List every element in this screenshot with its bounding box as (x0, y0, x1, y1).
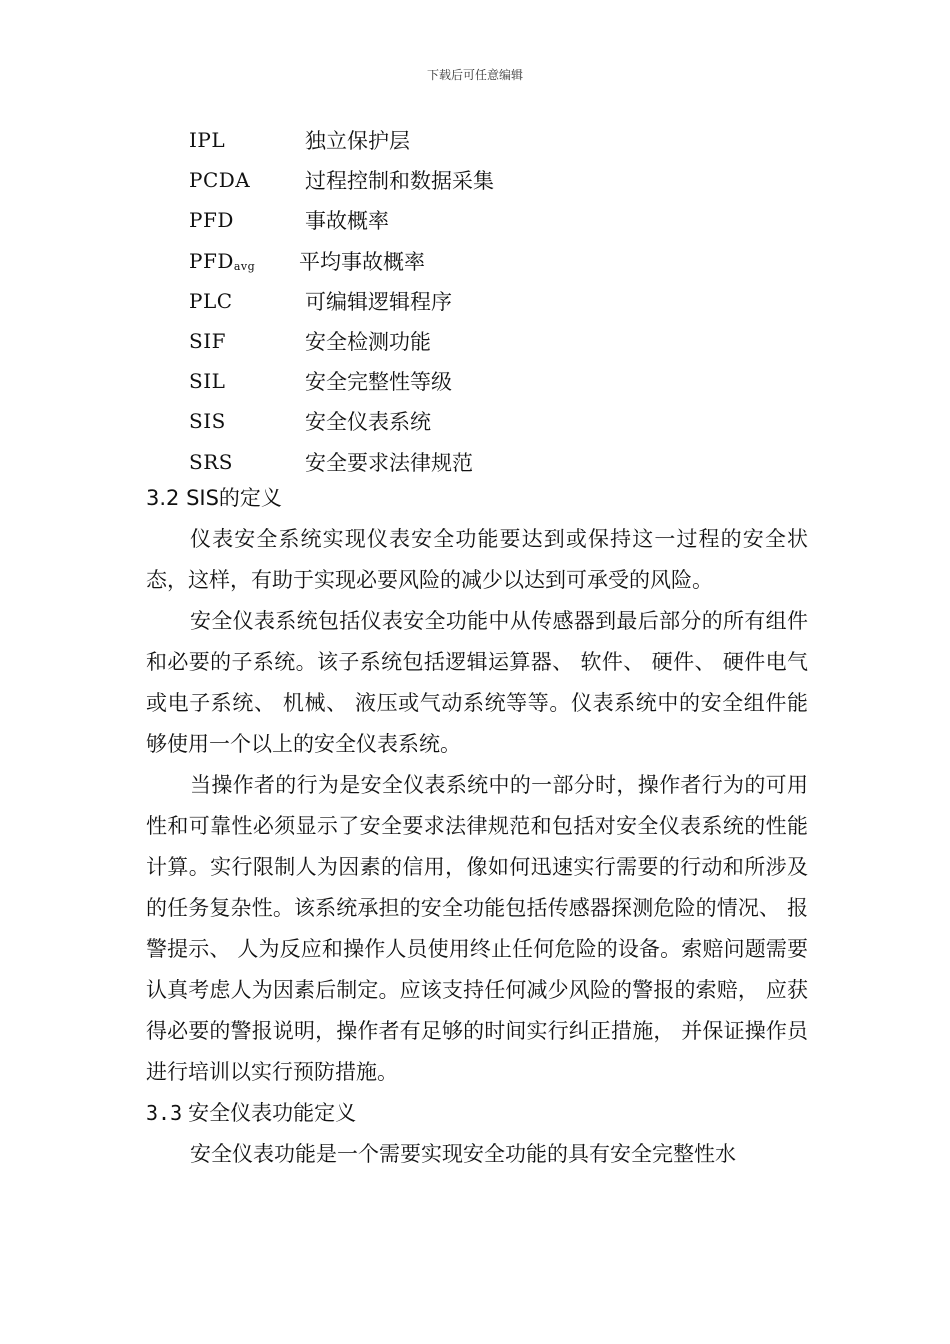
abbreviation-code-subscript: avg (233, 259, 256, 273)
abbreviation-term: 可编辑逻辑程序 (305, 289, 452, 314)
section-heading-3-2: 3.2 SIS的定义 (146, 486, 282, 510)
abbreviation-code: PLC (189, 288, 233, 313)
document-body (146, 478, 808, 1175)
abbreviation-row (189, 200, 789, 240)
paragraph: 安全仪表功能是一个需要实现安全功能的具有安全完整性水 (190, 1142, 736, 1166)
abbreviation-term: 安全完整性等级 (305, 370, 452, 395)
abbreviation-term: 安全检测功能 (305, 330, 431, 355)
abbreviation-row (189, 281, 789, 321)
abbreviation-row (189, 160, 789, 200)
abbreviation-list (189, 120, 789, 482)
section-heading-3-3 (146, 1093, 808, 1134)
abbreviation-term: 事故概率 (305, 209, 389, 234)
abbreviation-row (189, 401, 789, 441)
abbreviation-code: PFD (189, 208, 234, 233)
abbreviation-term: 平均事故概率 (299, 249, 425, 274)
abbreviation-row (189, 442, 789, 482)
section-title: 安全仪表功能定义 (188, 1101, 357, 1125)
abbreviation-code: SIL (189, 369, 226, 394)
abbreviation-code: PCDA (189, 168, 251, 193)
abbreviation-row (189, 361, 789, 401)
paragraph: 当操作者的行为是安全仪表系统中的一部分时，操作者行为的可用性和可靠性必须显示了安全要求法律规范和包括对安全仪表系统的性能计算。实行限制人为因素的信用，像如何迅速实行需要的行动和所涉及的任务复杂性。该系统承担的安全功能包括传感器探测危险的情况、 报警提示、 人为反应和操作人员使用终止任何危险的设备。索赔问题需要认真考虑人为因素后制定。应该支持任何减少风险的警报的索赔， 应获得必要的警报说明，操作者有足够的时间实行纠正措施， 并保证操作员进行培训以实行预防措施。 (146, 773, 808, 1084)
abbreviation-term: 安全仪表系统 (305, 410, 431, 435)
paragraph: 安全仪表系统包括仪表安全功能中从传感器到最后部分的所有组件和必要的子系统。该子系统包括逻辑运算器、 软件、 硬件、 硬件电气或电子系统、 机械、 液压或气动系统等等。仪表系统中的安全组件能够使用一个以上的安全仪表系统。 (146, 609, 808, 756)
abbreviation-row (189, 321, 789, 361)
abbreviation-term: 独立保护层 (305, 129, 410, 154)
abbreviation-row (189, 241, 789, 281)
abbreviation-term: 安全要求法律规范 (305, 450, 473, 475)
abbreviation-code-main: PFD (189, 248, 234, 273)
section-number: 3.3 (146, 1101, 183, 1125)
header-note: 下载后可任意编辑 (426, 68, 523, 82)
abbreviation-code: SIF (189, 329, 226, 354)
abbreviation-term: 过程控制和数据采集 (305, 169, 494, 194)
abbreviation-code: SRS (189, 449, 233, 474)
paragraph: 仪表安全系统实现仪表安全功能要达到或保持这一过程的安全状态，这样，有助于实现必要风险的减少以达到可承受的风险。 (146, 527, 808, 592)
abbreviation-code: SIS (189, 409, 226, 434)
abbreviation-code: IPL (189, 128, 226, 153)
abbreviation-row (189, 120, 789, 160)
abbreviation-code (189, 249, 299, 273)
